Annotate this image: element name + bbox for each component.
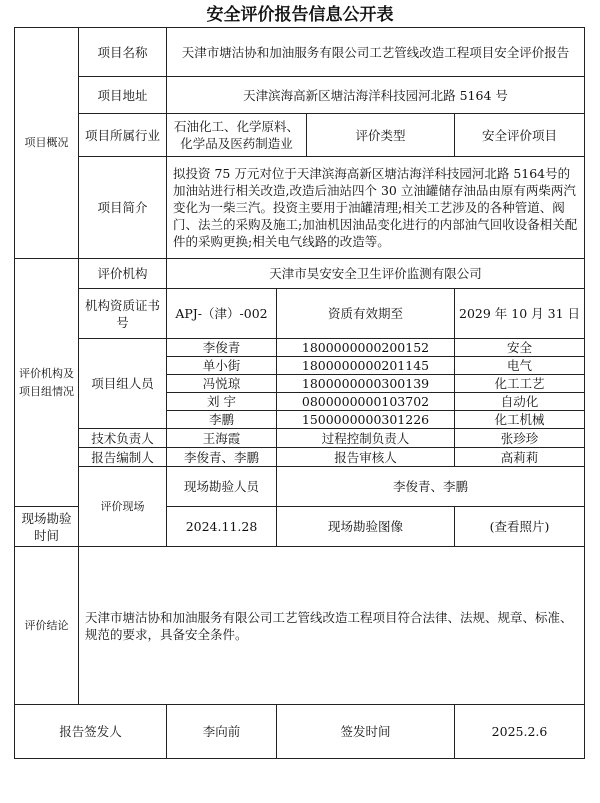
industry-label: 项目所属行业 — [79, 114, 167, 157]
tech-lead-label: 技术负责人 — [79, 429, 167, 448]
reviewer-value: 高莉莉 — [455, 448, 585, 467]
survey-time-label: 现场勘验时间 — [15, 507, 79, 547]
member-role: 化工工艺 — [455, 375, 585, 393]
cert-label: 机构资质证书号 — [79, 289, 167, 339]
member-name: 李鹏 — [167, 411, 277, 429]
compiler-value: 李俊青、李鹏 — [167, 448, 277, 467]
member-id: 1800000000300139 — [277, 375, 455, 393]
industry-value: 石油化工、化学原料、化学品及医药制造业 — [167, 114, 307, 157]
info-table — [14, 27, 585, 759]
table-row — [15, 339, 585, 357]
view-photos-link[interactable]: (查看照片) — [455, 507, 585, 547]
member-name: 刘 宇 — [167, 393, 277, 411]
project-name-label: 项目名称 — [79, 28, 167, 77]
project-name-value: 天津市塘沽协和加油服务有限公司工艺管线改造工程项目安全评价报告 — [167, 28, 585, 77]
sign-time-value: 2025.2.6 — [455, 705, 585, 759]
member-name: 单小街 — [167, 357, 277, 375]
member-role: 自动化 — [455, 393, 585, 411]
survey-time-value: 2024.11.28 — [167, 507, 277, 547]
member-role: 安全 — [455, 339, 585, 357]
validity-label: 资质有效期至 — [277, 289, 455, 339]
member-id: 1500000000301226 — [277, 411, 455, 429]
member-id: 1800000000200152 — [277, 339, 455, 357]
member-role: 化工机械 — [455, 411, 585, 429]
page-title: 安全评价报告信息公开表 — [206, 5, 394, 25]
surveyor-label: 现场勘验人员 — [167, 467, 277, 507]
section-agency-label: 评价机构及项目组情况 — [15, 259, 79, 507]
address-label: 项目地址 — [79, 77, 167, 114]
validity-value: 2029 年 10 月 31 日 — [455, 289, 585, 339]
signer-value: 李向前 — [167, 705, 277, 759]
signer-label: 报告签发人 — [15, 705, 167, 759]
member-id: 1800000000201145 — [277, 357, 455, 375]
eval-type-value: 安全评价项目 — [455, 114, 585, 157]
reviewer-label: 报告审核人 — [277, 448, 455, 467]
org-label: 评价机构 — [79, 259, 167, 289]
surveyor-value: 李俊青、李鹏 — [277, 467, 585, 507]
intro-value: 拟投资 75 万元对位于天津滨海高新区塘沽海洋科技园河北路 5164号的加油站进行相关改造,改造后油站四个 30 立油罐储存油品由原有两柴两汽变化为一柴三汽。投资主要用于油罐清理;相关工艺涉及的各种管道、阀门、法兰的采购及施工;加油机因油品变化进行的内部油气回收设备相关配件的采购更换;相关电气线路的改造等。 — [167, 157, 585, 259]
cert-value: APJ-（津）-002 — [167, 289, 277, 339]
sign-time-label: 签发时间 — [277, 705, 455, 759]
org-value: 天津市昊安安全卫生评价监测有限公司 — [167, 259, 585, 289]
survey-image-label: 现场勘验图像 — [277, 507, 455, 547]
intro-label: 项目简介 — [79, 157, 167, 259]
process-lead-label: 过程控制负责人 — [277, 429, 455, 448]
member-name: 冯悦琼 — [167, 375, 277, 393]
eval-type-label: 评价类型 — [307, 114, 455, 157]
process-lead-value: 张珍珍 — [455, 429, 585, 448]
compiler-label: 报告编制人 — [79, 448, 167, 467]
members-label: 项目组人员 — [79, 339, 167, 429]
section-conclusion-label: 评价结论 — [15, 547, 79, 705]
conclusion-text: 天津市塘沽协和加油服务有限公司工艺管线改造工程项目符合法律、法规、规章、标准、规范的要求，具备安全条件。 — [79, 547, 585, 705]
member-name: 李俊青 — [167, 339, 277, 357]
member-id: 0800000000103702 — [277, 393, 455, 411]
address-value: 天津滨海高新区塘沽海洋科技园河北路 5164 号 — [167, 77, 585, 114]
member-role: 电气 — [455, 357, 585, 375]
tech-lead-value: 王海霞 — [167, 429, 277, 448]
section-overview-label: 项目概况 — [15, 28, 79, 259]
section-site-label: 评价现场 — [79, 467, 167, 547]
